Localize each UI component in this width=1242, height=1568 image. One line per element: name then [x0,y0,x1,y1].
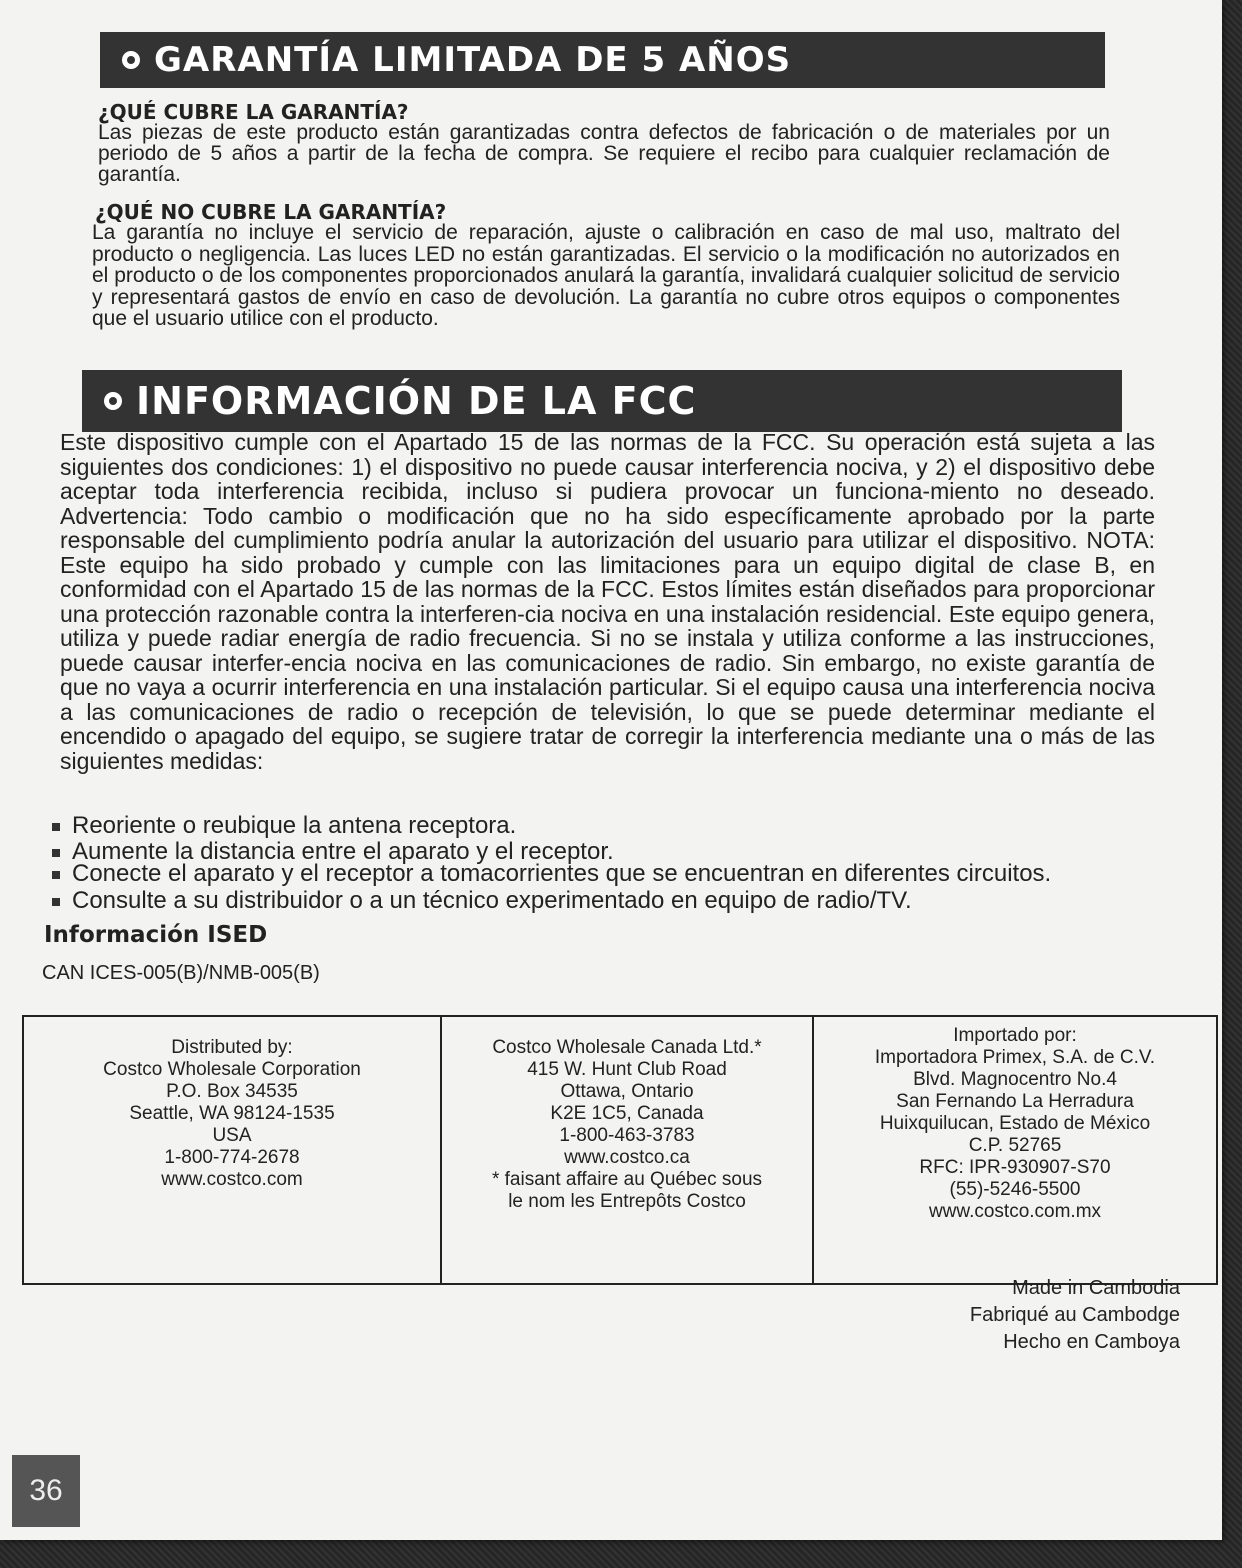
bullet-circle-icon [122,51,140,69]
address-line: Importadora Primex, S.A. de C.V. [874,1047,1156,1068]
address-line: C.P. 52765 [968,1135,1062,1156]
made-in [970,1275,1180,1356]
warranty-title-band [100,32,1105,88]
address-line: RFC: IPR-930907-S70 [919,1157,1111,1178]
address-line: Huixquilucan, Estado de México [879,1113,1151,1134]
address-line: Costco Wholesale Corporation [103,1059,361,1080]
fcc-text: Este dispositivo cumple con el Apartado 15 de las normas de la FCC. Su operación está sujeta a las siguientes dos condiciones: 1) el dispositivo no puede causar interferencia nociva, y 2) el dispositivo debe aceptar toda interferencia recibida, incluso si pudiera provocar un funciona-miento no deseado. Advertencia: Todo cambio o modificación que no ha sido específicamente aprobado por la parte responsable del cumplimiento podría anular la autorización del usuario para utilizar el dispositivo. NOTA: Este equipo ha sido probado y cumple con las limitaciones para un equipo digital de clase B, en conformidad con el Apartado 15 de las normas de la FCC. Estos límites están diseñados para proporcionar una protección razonable contra la interferen-cia nociva en una instalación residencial. Este equipo genera, utiliza y puede radiar energía de radio frecuencia. Si no se instala y utiliza conforme a las instrucciones, puede causar interfer-encia nociva en las comunicaciones de radio. Sin embargo, no existe garantía de que no vaya a ocurrir interferencia en una instalación particular. Si el equipo causa una interferencia nociva a las comunicaciones de radio o recepción de televisión, lo que se puede determinar mediante el encendido o apagado del equipo, se sugiere tratar de corregir la interferencia mediante una o más de las siguientes medidas: [60,429,1155,774]
distributor-mexico [814,1017,1216,1283]
address-line: Costco Wholesale Canada Ltd.* [492,1037,762,1058]
page-number: 36 [12,1455,80,1527]
phone: (55)-5246-5500 [949,1179,1081,1200]
address-line: Seattle, WA 98124-1535 [129,1103,335,1124]
address-line: 415 W. Hunt Club Road [527,1059,727,1080]
distributor-canada [442,1017,814,1283]
fcc-title: INFORMACIÓN DE LA FCC [136,379,697,423]
made-in-line: Fabriqué au Cambodge [969,1304,1180,1326]
phone: 1-800-774-2678 [164,1147,300,1168]
list-item [52,860,1051,888]
fcc-title-band [82,370,1122,432]
made-in-line: Hecho en Camboya [1003,1331,1180,1353]
covers-heading: ¿QUÉ CUBRE LA GARANTÍA? [98,100,409,124]
phone: 1-800-463-3783 [559,1125,695,1146]
square-bullet-icon [52,849,60,857]
bullet-text: Conecte el aparato y el receptor a tomacorrientes que se encuentran en diferentes circuitos. [72,860,1052,887]
website: www.costco.com.mx [928,1201,1102,1222]
footnote: le nom les Entrepôts Costco [508,1191,746,1212]
ised-code: CAN ICES-005(B)/NMB-005(B) [42,962,320,984]
made-in-line: Made in Cambodia [1012,1277,1180,1299]
not-covers-text: La garantía no incluye el servicio de reparación, ajuste o calibración en caso de mal uso, maltrato del producto o negligencia. Las luces LED no están garantizadas. El servicio o la modificación no autorizados en el producto o de los componentes proporcionados anulará la garantía, invalidará cualquier solicitud de servicio y representará gastos de envío en caso de devolución. La garantía no cubre otros equipos o componentes que el usuario utilice con el producto. [92,221,1120,330]
list-item [52,812,516,840]
address-line: USA [212,1125,252,1146]
square-bullet-icon [52,898,60,906]
square-bullet-icon [52,871,60,879]
list-item [52,887,912,915]
warranty-title: GARANTÍA LIMITADA DE 5 AÑOS [154,40,792,80]
address-line: K2E 1C5, Canada [550,1103,704,1124]
bullet-text: Consulte a su distribuidor o a un técnico experimentado en equipo de radio/TV. [72,887,912,914]
distributor-table [22,1015,1218,1285]
address-line: Blvd. Magnocentro No.4 [913,1069,1117,1090]
website: www.costco.com [161,1169,303,1190]
bullet-circle-icon [104,392,122,410]
not-covers-heading: ¿QUÉ NO CUBRE LA GARANTÍA? [95,200,447,224]
address-line: Importado por: [953,1025,1077,1046]
distributor-usa [24,1017,442,1283]
address-line: San Fernando La Herradura [896,1091,1134,1112]
bullet-text: Reoriente o reubique la antena receptora. [72,812,517,839]
footnote: * faisant affaire au Québec sous [491,1169,763,1190]
address-line: Ottawa, Ontario [560,1081,694,1102]
ised-title: Información ISED [44,922,268,948]
address-line: Distributed by: [171,1037,293,1058]
address-line: P.O. Box 34535 [166,1081,298,1102]
bullet-text: Aumente la distancia entre el aparato y el receptor. [72,838,614,865]
covers-text: Las piezas de este producto están garantizadas contra defectos de fabricación o de materiales por un periodo de 5 años a partir de la fecha de compra. Se requiere el recibo para cualquier reclamación de garantía. [98,121,1110,186]
square-bullet-icon [52,823,60,831]
website: www.costco.ca [564,1147,690,1168]
